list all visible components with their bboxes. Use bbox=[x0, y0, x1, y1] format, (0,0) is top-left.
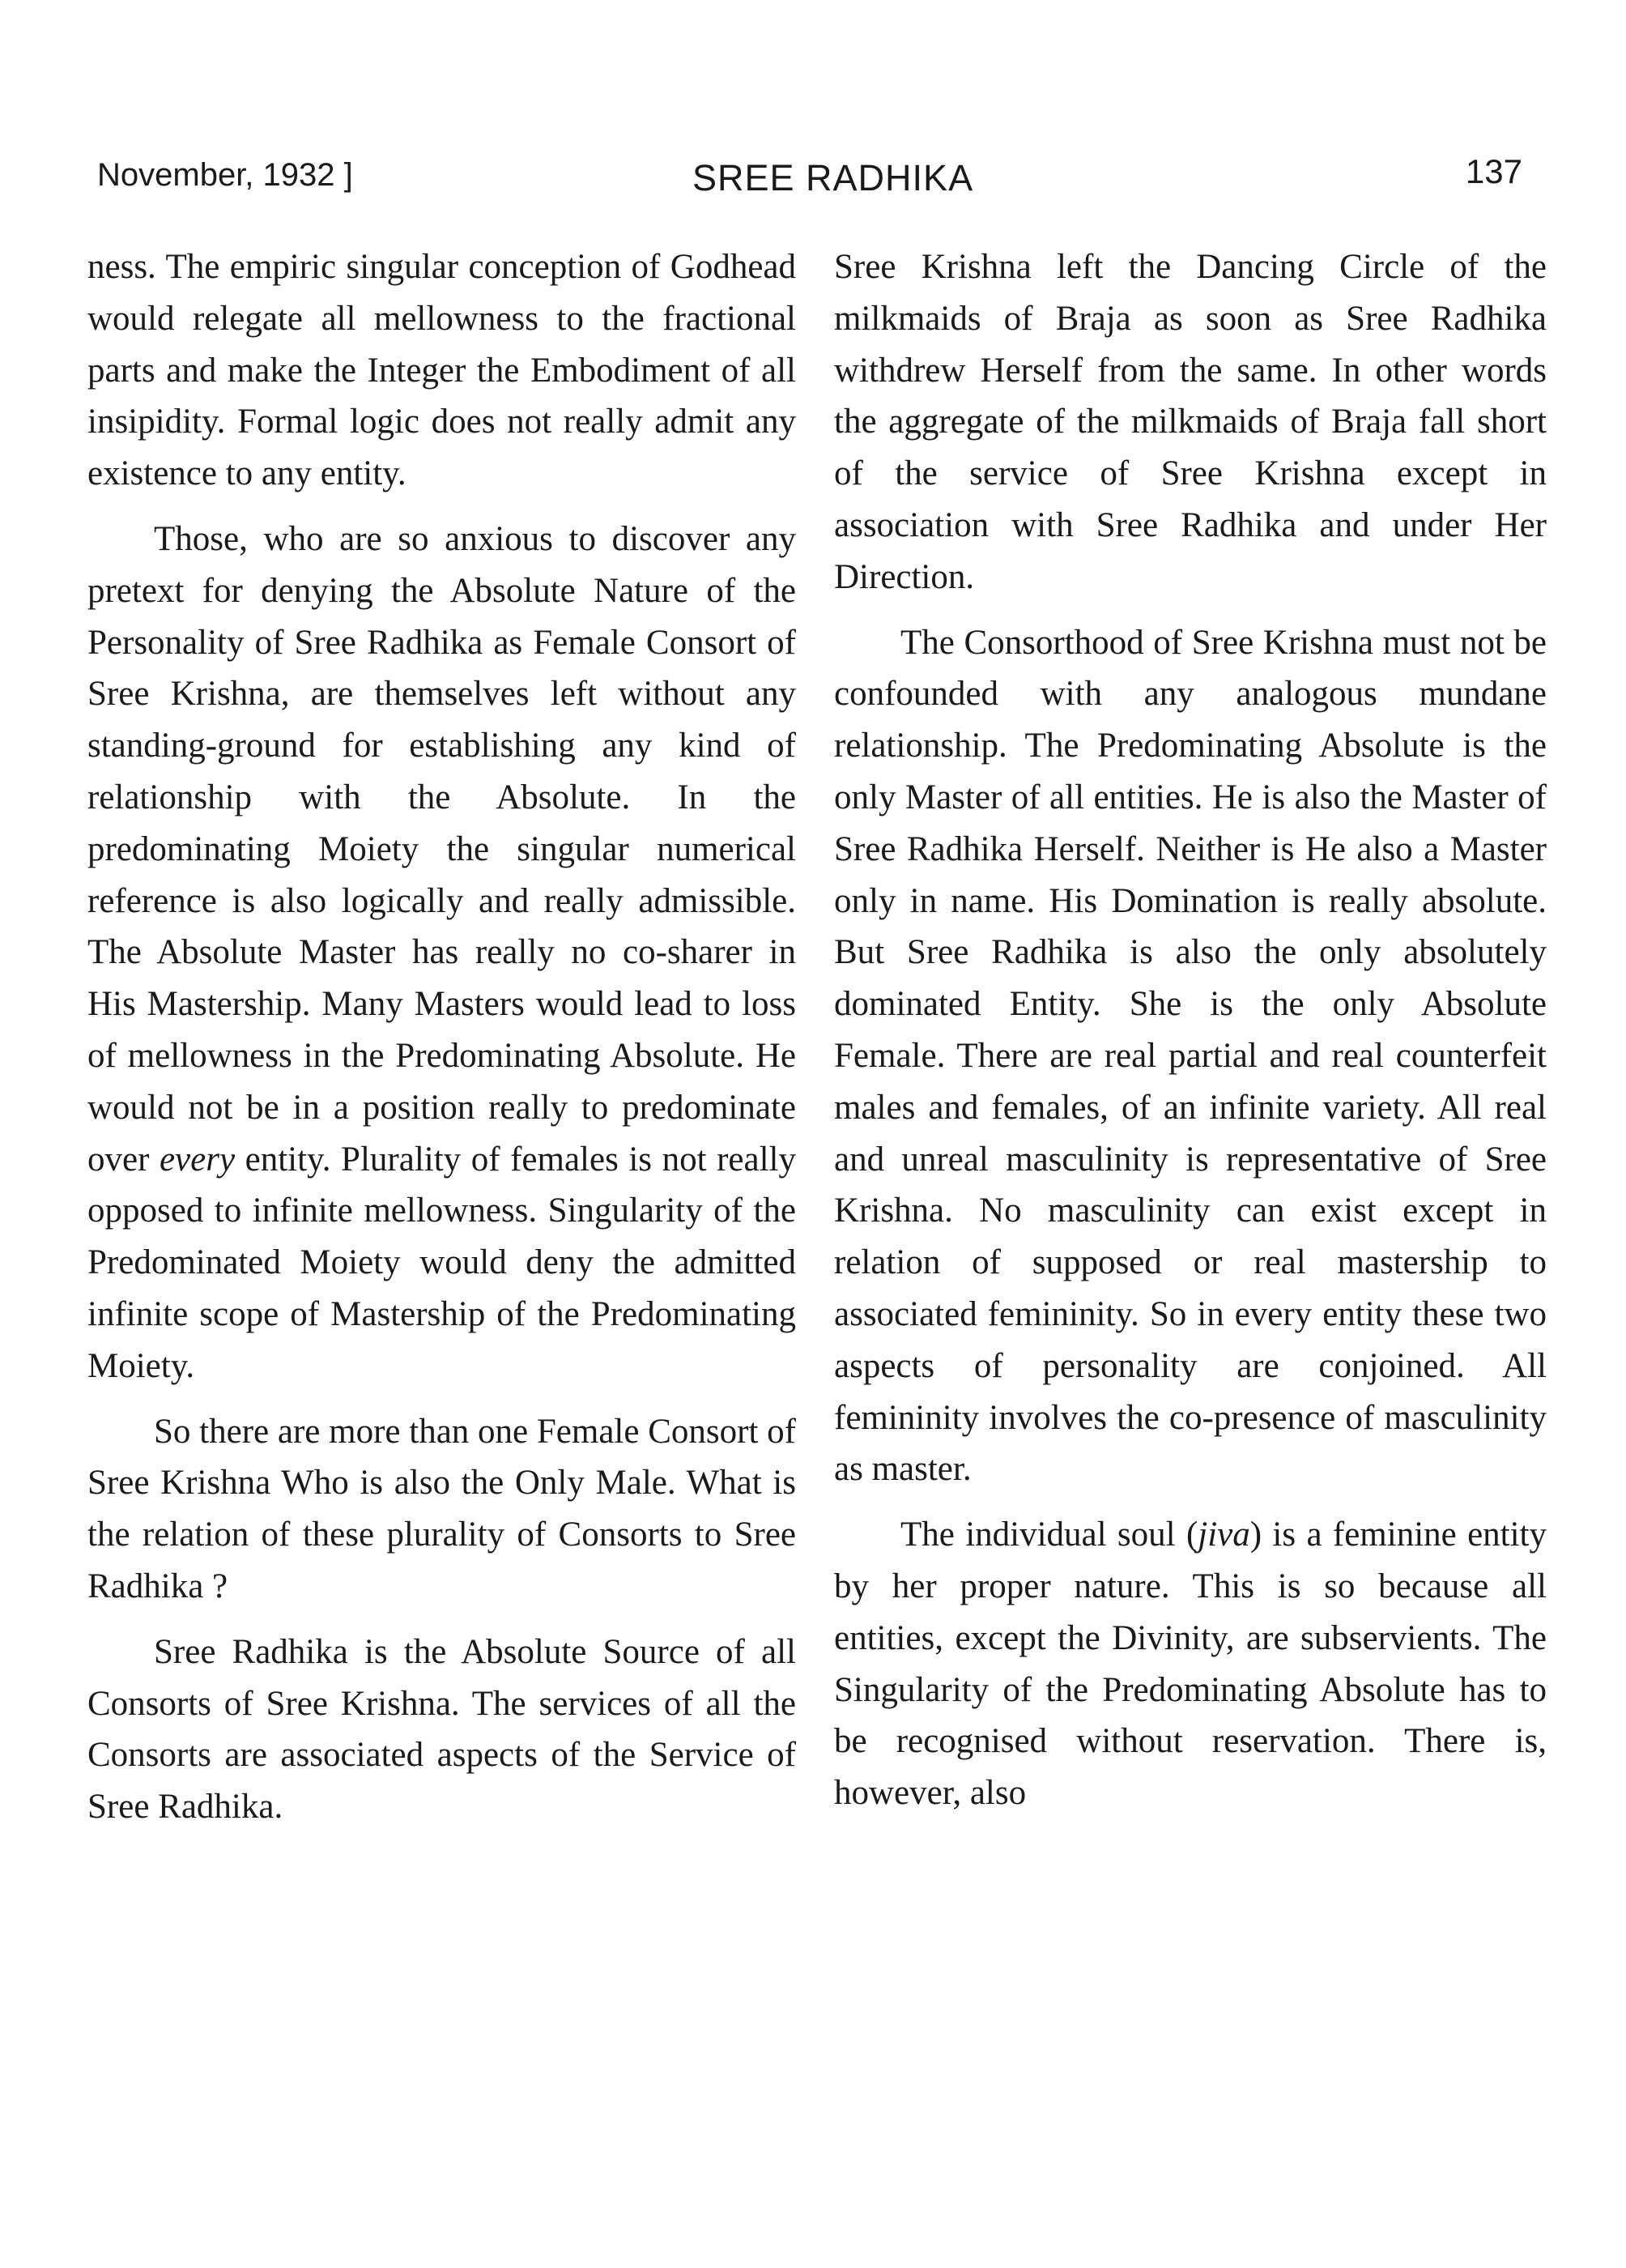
paragraph: So there are more than one Female Consort of Sree Krishna Who is also the Only Male. What is the relation of these plurality of Consorts to Sree Radhika ? bbox=[87, 1412, 796, 1605]
paragraph bbox=[834, 1509, 1547, 1819]
emphasis-text: jiva bbox=[1198, 1516, 1250, 1554]
paragraph-text: ) is a feminine entity by her proper nature. This is so because all entities, except the Divinity, are subservients. The Singularity of the Predominating Absolute has to be recognised without reservation. There is, however, also bbox=[834, 1516, 1547, 1813]
running-header bbox=[97, 152, 1522, 206]
paragraph bbox=[87, 514, 796, 1392]
issue-date: November, 1932 ] bbox=[97, 157, 353, 193]
paragraph: Sree Krishna left the Dancing Circle of the milkmaids of Braja as soon as Sree Radhika withdrew Herself from the same. In other words the aggregate of the milkmaids of Braja fall short of the service of Sree Krishna except in association with Sree Radhika and under Her Direction. bbox=[834, 248, 1547, 596]
paragraph-text: The individual soul ( bbox=[900, 1516, 1198, 1554]
paragraph: ness. The empiric singular conception of Godhead would relegate all mellowness to the fractional parts and make the Integer the Embodiment of all insipidity. Formal logic does not really admit any existence to any entity. bbox=[87, 248, 796, 493]
paragraph: The Consorthood of Sree Krishna must not be confounded with any analogous mundane relationship. The Predominating Absolute is the only Master of all entities. He is also the Master of Sree Radhika Herself. Neither is He also a Master only in name. His Domination is really absolute. But Sree Radhika is also the only absolutely dominated Entity. She is the only Absolute Female. There are real partial and real counterfeit males and females, of an infinite variety. All real and unreal masculinity is representative of Sree Krishna. No masculinity can exist except in relation of supposed or real mastership to associated femininity. So in every entity these two aspects of personality are conjoined. All femininity involves the co-presence of masculinity as master. bbox=[834, 623, 1547, 1489]
journal-title: SREE RADHIKA bbox=[692, 157, 974, 198]
paragraph: Sree Radhika is the Absolute Source of all Consorts of Sree Krishna. The services of all the Consorts are associated aspects of the Service of Sree Radhika. bbox=[87, 1632, 796, 1827]
emphasis-text: every bbox=[159, 1140, 236, 1179]
right-column bbox=[834, 241, 1547, 1833]
left-column bbox=[87, 241, 796, 1847]
paragraph-text: entity. Plurality of females is not really opposed to infinite mellowness. Singularity of the Predominated Moiety would deny the admitted infinite scope of Mastership of the Predominating Moiety. bbox=[87, 1140, 796, 1385]
page-number: 137 bbox=[1465, 152, 1522, 190]
paragraph-text: Those, who are so anxious to discover any pretext for denying the Absolute Nature of the Personality of Sree Radhika as Female Consort of Sree Krishna, are themselves left without any standing-ground for establishing any kind of relationship with the Absolute. In the predominating Moiety the singular numerical reference is also logically and really admissible. The Absolute Master has really no co-sharer in His Mastership. Many Masters would lead to loss of mellowness in the Predominating Absolute. He would not be in a position really to predominate over bbox=[87, 519, 796, 1179]
